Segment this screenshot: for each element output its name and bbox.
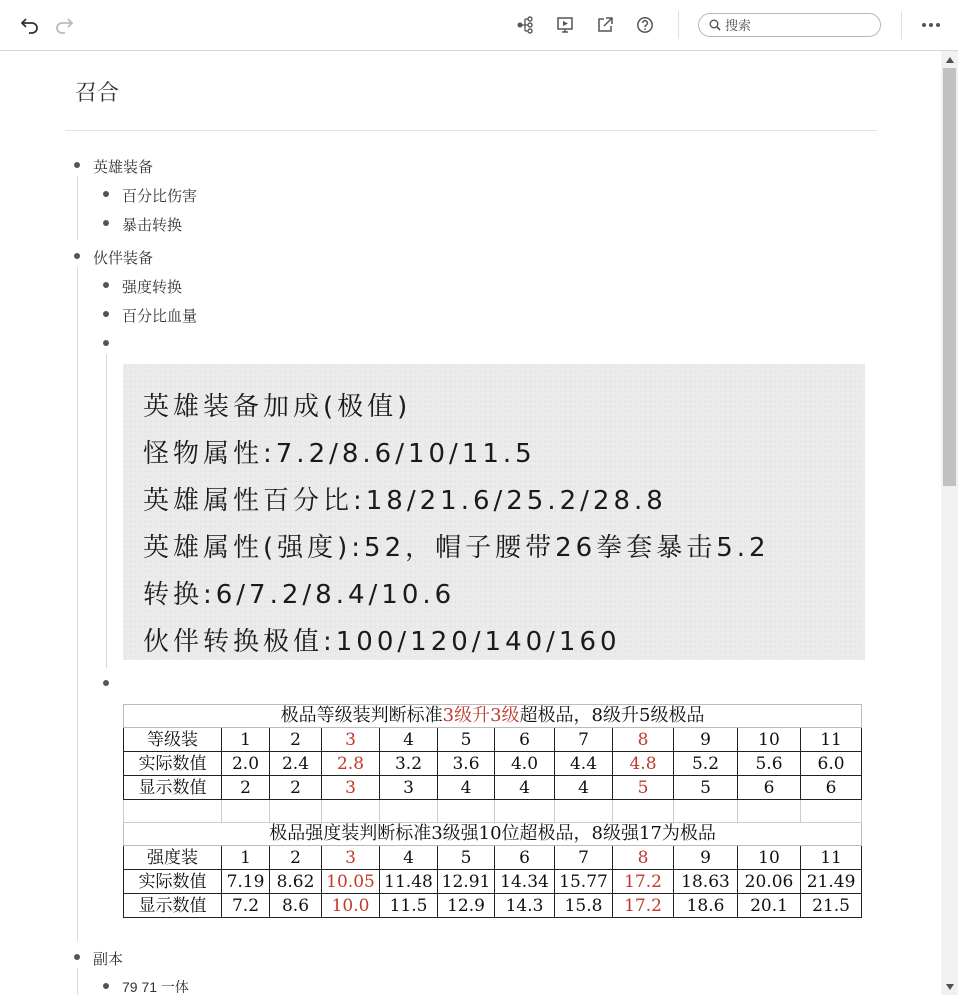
quality-tables-image[interactable] [123, 704, 862, 918]
redo-icon[interactable] [52, 13, 76, 37]
outline-guide [77, 267, 78, 941]
grade-level-row: 等级装 1 2 3 4 5 6 7 8 9 10 11 [124, 728, 862, 752]
toolbar-divider [901, 11, 902, 39]
bullet-dot[interactable] [103, 983, 109, 989]
scroll-thumb[interactable] [943, 68, 956, 486]
grade-actual-row: 实际数值 2.0 2.4 2.8 3.2 3.6 4.0 4.4 4.8 5.2 5.6 6.0 [124, 752, 862, 776]
outline-node-crit-convert[interactable]: 暴击转换 [122, 217, 183, 234]
bullet-dot[interactable] [74, 253, 80, 259]
bullet-dot[interactable] [74, 954, 80, 960]
strength-actual-row: 实际数值 7.19 8.62 10.05 11.48 12.91 14.34 15.77 17.2 18.63 20.06 21.49 [124, 870, 862, 894]
bullet-dot[interactable] [103, 191, 109, 197]
bullet-dot[interactable] [74, 162, 80, 168]
outline-guide [77, 176, 78, 240]
toolbar [0, 0, 958, 51]
mindmap-icon[interactable] [513, 13, 537, 37]
grade-table-caption: 极品等级装判断标准3级升3级超极品，8级升5级极品 [124, 705, 862, 728]
presentation-icon[interactable] [553, 13, 577, 37]
note-line: 英雄装备加成(极值) [143, 392, 412, 422]
bullet-dot[interactable] [103, 282, 109, 288]
note-line: 英雄属性(强度):52，帽子腰带26拳套暴击5.2 [143, 533, 770, 563]
handwritten-note-image[interactable] [123, 364, 865, 660]
outline-guide [106, 354, 107, 668]
scroll-up-icon[interactable] [941, 51, 958, 68]
export-icon[interactable] [593, 13, 617, 37]
outline-node-dungeon[interactable]: 副本 [93, 951, 124, 968]
undo-icon[interactable] [18, 13, 42, 37]
note-line: 伙伴转换极值:100/120/140/160 [143, 627, 621, 657]
document-body [0, 52, 941, 995]
bullet-dot[interactable] [103, 311, 109, 317]
toolbar-divider [678, 11, 679, 39]
outline-node-partner-equipment[interactable]: 伙伴装备 [93, 250, 154, 267]
bullet-dot[interactable] [103, 680, 109, 686]
bullet-dot[interactable] [103, 220, 109, 226]
note-line: 怪物属性:7.2/8.6/10/11.5 [143, 439, 536, 469]
outline-node-strength-convert[interactable]: 强度转换 [122, 279, 183, 296]
vertical-scrollbar[interactable] [941, 51, 958, 995]
outline-node-79-71[interactable]: 79 71 一体 [122, 979, 189, 995]
strength-table-caption: 极品强度装判断标准3级强10位超极品，8级强17为极品 [124, 823, 862, 846]
outline-node-hero-equipment[interactable]: 英雄装备 [93, 159, 154, 176]
strength-shown-row: 显示数值 7.2 8.6 10.0 11.5 12.9 14.3 15.8 17.2 18.6 20.1 21.5 [124, 894, 862, 918]
bullet-dot[interactable] [103, 340, 109, 346]
grade-table [123, 704, 862, 918]
help-icon[interactable] [633, 13, 657, 37]
page-title: 召合 [75, 80, 120, 105]
note-line: 转换:6/7.2/8.4/10.6 [143, 580, 456, 610]
note-line: 英雄属性百分比:18/21.6/25.2/28.8 [143, 486, 667, 516]
search-input[interactable] [725, 18, 865, 33]
grade-shown-row: 显示数值 2 2 3 3 4 4 4 5 5 6 6 [124, 776, 862, 800]
search-box[interactable] [698, 13, 881, 37]
table-spacer-row [124, 800, 862, 823]
outline-guide [77, 968, 78, 995]
outline-node-percent-damage[interactable]: 百分比伤害 [122, 188, 198, 205]
title-divider [65, 130, 877, 131]
strength-level-row: 强度装 1 2 3 4 5 6 7 8 9 10 11 [124, 846, 862, 870]
outline-node-percent-hp[interactable]: 百分比血量 [122, 308, 198, 325]
scroll-down-icon[interactable] [941, 978, 958, 995]
more-icon[interactable] [918, 13, 944, 37]
search-icon [709, 19, 721, 31]
